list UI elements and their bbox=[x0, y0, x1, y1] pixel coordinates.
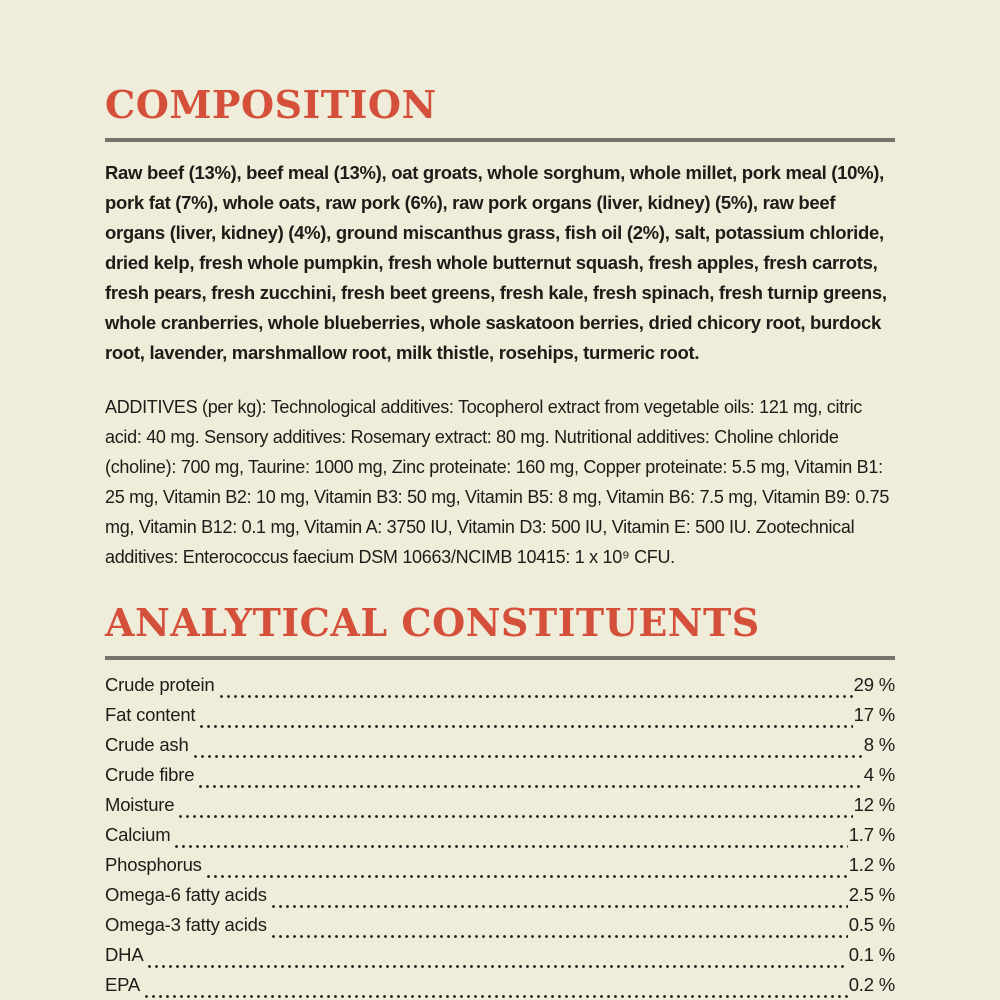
dot-leader bbox=[145, 995, 848, 998]
row-value: 1.2 % bbox=[848, 853, 895, 875]
dot-leader bbox=[220, 695, 853, 698]
row-value: 1.7 % bbox=[848, 823, 895, 845]
analytical-title: ANALYTICAL CONSTITUENTS bbox=[105, 599, 760, 645]
row-label: Crude protein bbox=[105, 673, 215, 695]
table-row bbox=[105, 824, 895, 854]
table-row bbox=[105, 974, 895, 1000]
row-value: 0.2 % bbox=[848, 973, 895, 995]
additives-text: ADDITIVES (per kg): Technological additives: Tocopherol extract from vegetable oils: 121 mg, citric acid: 40 mg. Sensory additives: Rosemary extract: 80 mg. Nutritional additives: Choline chloride (choline): 700 mg, Taurine: 1000 mg, Zinc proteinate: 160 mg, Copper proteinate: 5.5 mg, Vitamin B1: 25 mg, Vitamin B2: 10 mg, Vitamin B3: 50 mg, Vitamin B5: 8 mg, Vitamin B6: 7.5 mg, Vitamin B9: 0.75 mg, Vitamin B12: 0.1 mg, Vitamin A: 3750 IU, Vitamin D3: 500 IU, Vitamin E: 500 IU. Zootechnical additives: Enterococcus faecium DSM 10663/NCIMB 10415: 1 x 10⁹ CFU. bbox=[105, 396, 890, 567]
row-label: Omega-6 fatty acids bbox=[105, 883, 267, 905]
row-value: 17 % bbox=[853, 703, 895, 725]
dot-leader bbox=[272, 935, 848, 938]
section-divider bbox=[105, 656, 895, 660]
dot-leader bbox=[207, 875, 848, 878]
row-label: Crude fibre bbox=[105, 763, 195, 785]
row-label: Moisture bbox=[105, 793, 175, 815]
table-row bbox=[105, 764, 895, 794]
table-row bbox=[105, 854, 895, 884]
composition-title: COMPOSITION bbox=[105, 82, 437, 127]
table-row bbox=[105, 914, 895, 944]
table-row bbox=[105, 944, 895, 974]
row-label: Omega-3 fatty acids bbox=[105, 913, 267, 935]
row-label: DHA bbox=[105, 943, 144, 965]
analytical-table bbox=[105, 674, 895, 1000]
ingredients-text: Raw beef (13%), beef meal (13%), oat groats, whole sorghum, whole millet, pork meal (10%), pork fat (7%), whole oats, raw pork (6%), raw pork organs (liver, kidney) (5%), raw beef organs (liver, kidney) (4%), ground miscanthus grass, fish oil (2%), salt, potassium chloride, dried kelp, fresh whole pumpkin, fresh whole butternut squash, fresh apples, fresh carrots, fresh pears, fresh zucchini, fresh beet greens, fresh kale, fresh spinach, fresh turnip greens, whole cranberries, whole blueberries, whole saskatoon berries, dried chicory root, burdock root, lavender, marshmallow root, milk thistle, rosehips, turmeric root. bbox=[105, 161, 887, 363]
table-row bbox=[105, 674, 895, 704]
row-value: 4 % bbox=[863, 763, 895, 785]
row-label: Fat content bbox=[105, 703, 196, 725]
row-value: 2.5 % bbox=[848, 883, 895, 905]
row-value: 0.5 % bbox=[848, 913, 895, 935]
dot-leader bbox=[199, 785, 862, 788]
dot-leader bbox=[200, 725, 852, 728]
row-value: 12 % bbox=[853, 793, 895, 815]
row-value: 29 % bbox=[853, 673, 895, 695]
analytical-section bbox=[105, 599, 895, 1000]
dot-leader bbox=[194, 755, 863, 758]
composition-section bbox=[105, 84, 895, 572]
row-label: Crude ash bbox=[105, 733, 189, 755]
dot-leader bbox=[179, 815, 852, 818]
row-value: 0.1 % bbox=[848, 943, 895, 965]
row-value: 8 % bbox=[863, 733, 895, 755]
row-label: Phosphorus bbox=[105, 853, 202, 875]
dot-leader bbox=[272, 905, 848, 908]
dot-leader bbox=[175, 845, 847, 848]
table-row bbox=[105, 884, 895, 914]
row-label: EPA bbox=[105, 973, 141, 995]
table-row bbox=[105, 704, 895, 734]
row-label: Calcium bbox=[105, 823, 171, 845]
table-row bbox=[105, 794, 895, 824]
table-row bbox=[105, 734, 895, 764]
section-divider bbox=[105, 138, 895, 142]
dot-leader bbox=[148, 965, 847, 968]
